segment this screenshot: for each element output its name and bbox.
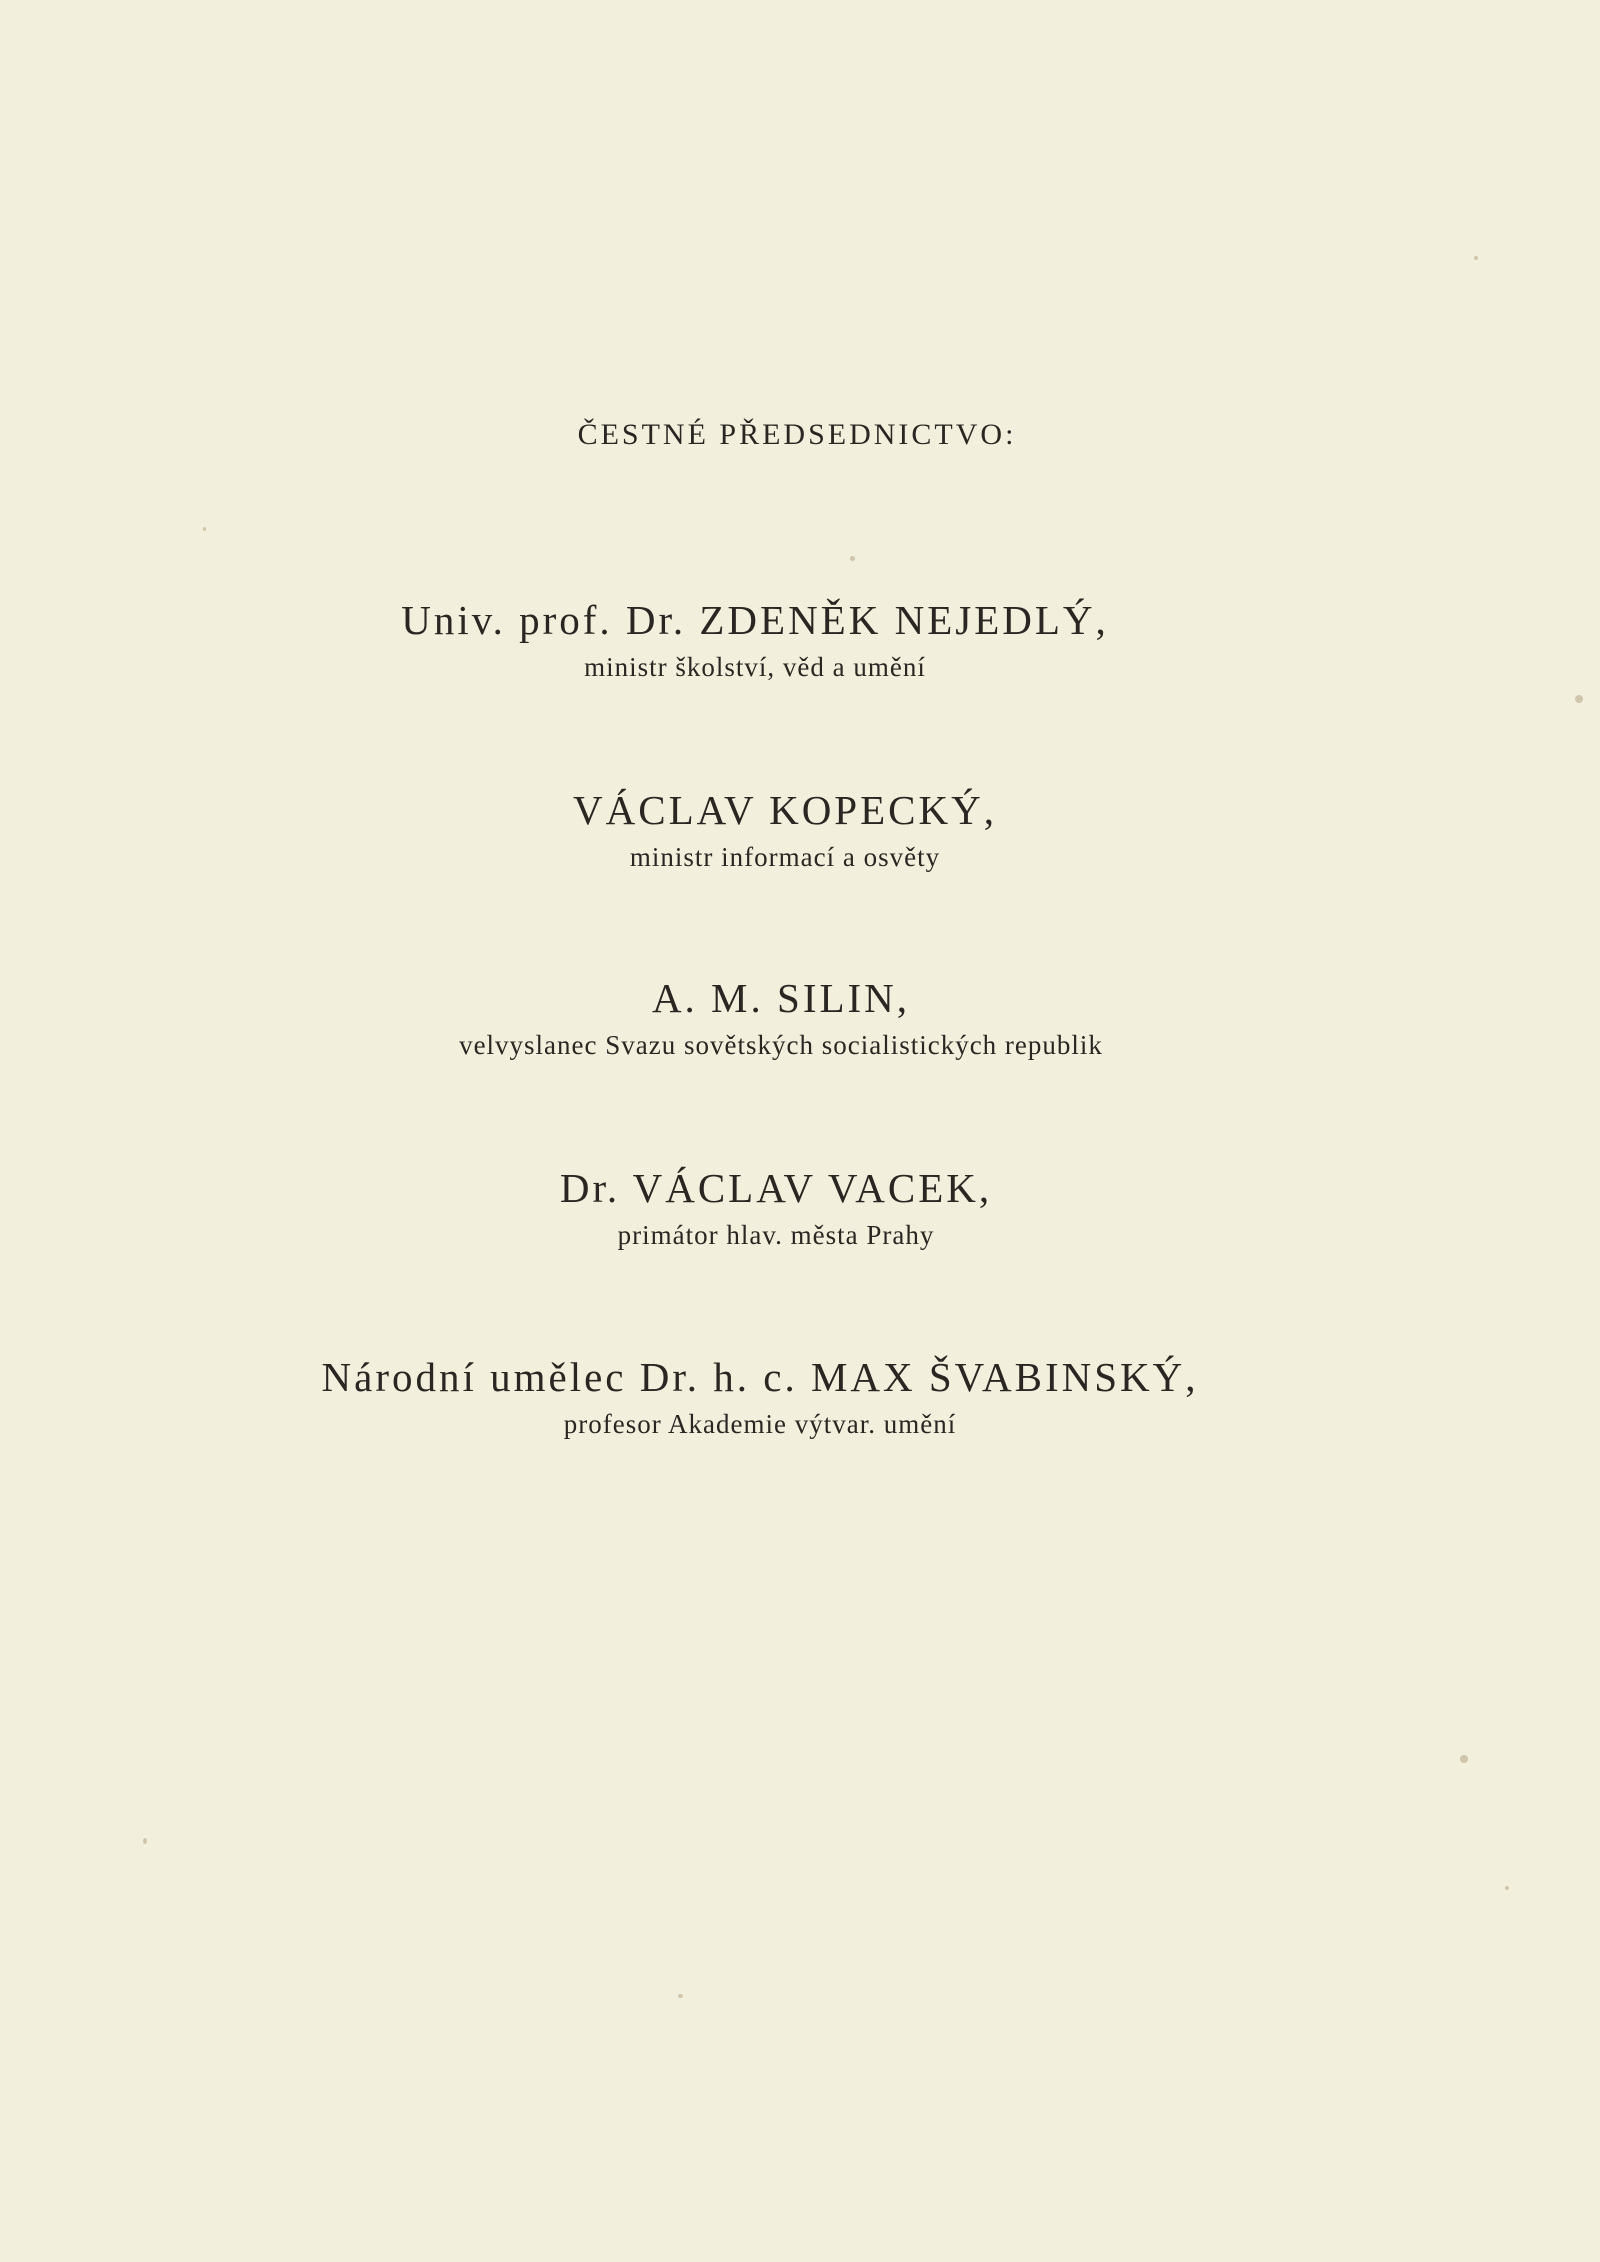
member-entry xyxy=(0,788,1585,873)
paper-speck xyxy=(1474,256,1478,260)
section-heading: ČESTNÉ PŘEDSEDNICTVO: xyxy=(577,418,1017,451)
member-entry xyxy=(0,1166,1576,1251)
member-entry xyxy=(0,598,1555,683)
member-name: Univ. prof. Dr. ZDENĚK NEJEDLÝ, xyxy=(401,597,1109,643)
member-role: profesor Akademie výtvar. umění xyxy=(563,1409,957,1440)
member-entry xyxy=(0,976,1581,1061)
member-role: ministr školství, věd a umění xyxy=(584,652,926,683)
member-name: A. M. SILIN, xyxy=(651,975,911,1021)
member-role: ministr informací a osvěty xyxy=(629,842,941,873)
member-role: velvyslanec Svazu sovětských socialistických republik xyxy=(459,1030,1103,1061)
paper-speck xyxy=(1460,1755,1468,1763)
paper-speck xyxy=(1575,695,1583,703)
member-name: VÁCLAV KOPECKÝ, xyxy=(573,787,997,833)
member-role: primátor hlav. města Prahy xyxy=(617,1220,935,1251)
paper-speck xyxy=(850,556,855,561)
member-name: Národní umělec Dr. h. c. MAX ŠVABINSKÝ, xyxy=(321,1354,1199,1400)
member-name: Dr. VÁCLAV VACEK, xyxy=(559,1165,993,1211)
member-entry xyxy=(0,1355,1560,1440)
paper-speck xyxy=(1505,1886,1509,1890)
paper-speck xyxy=(678,1994,683,1998)
paper-speck xyxy=(203,527,206,531)
paper-speck xyxy=(143,1838,147,1844)
